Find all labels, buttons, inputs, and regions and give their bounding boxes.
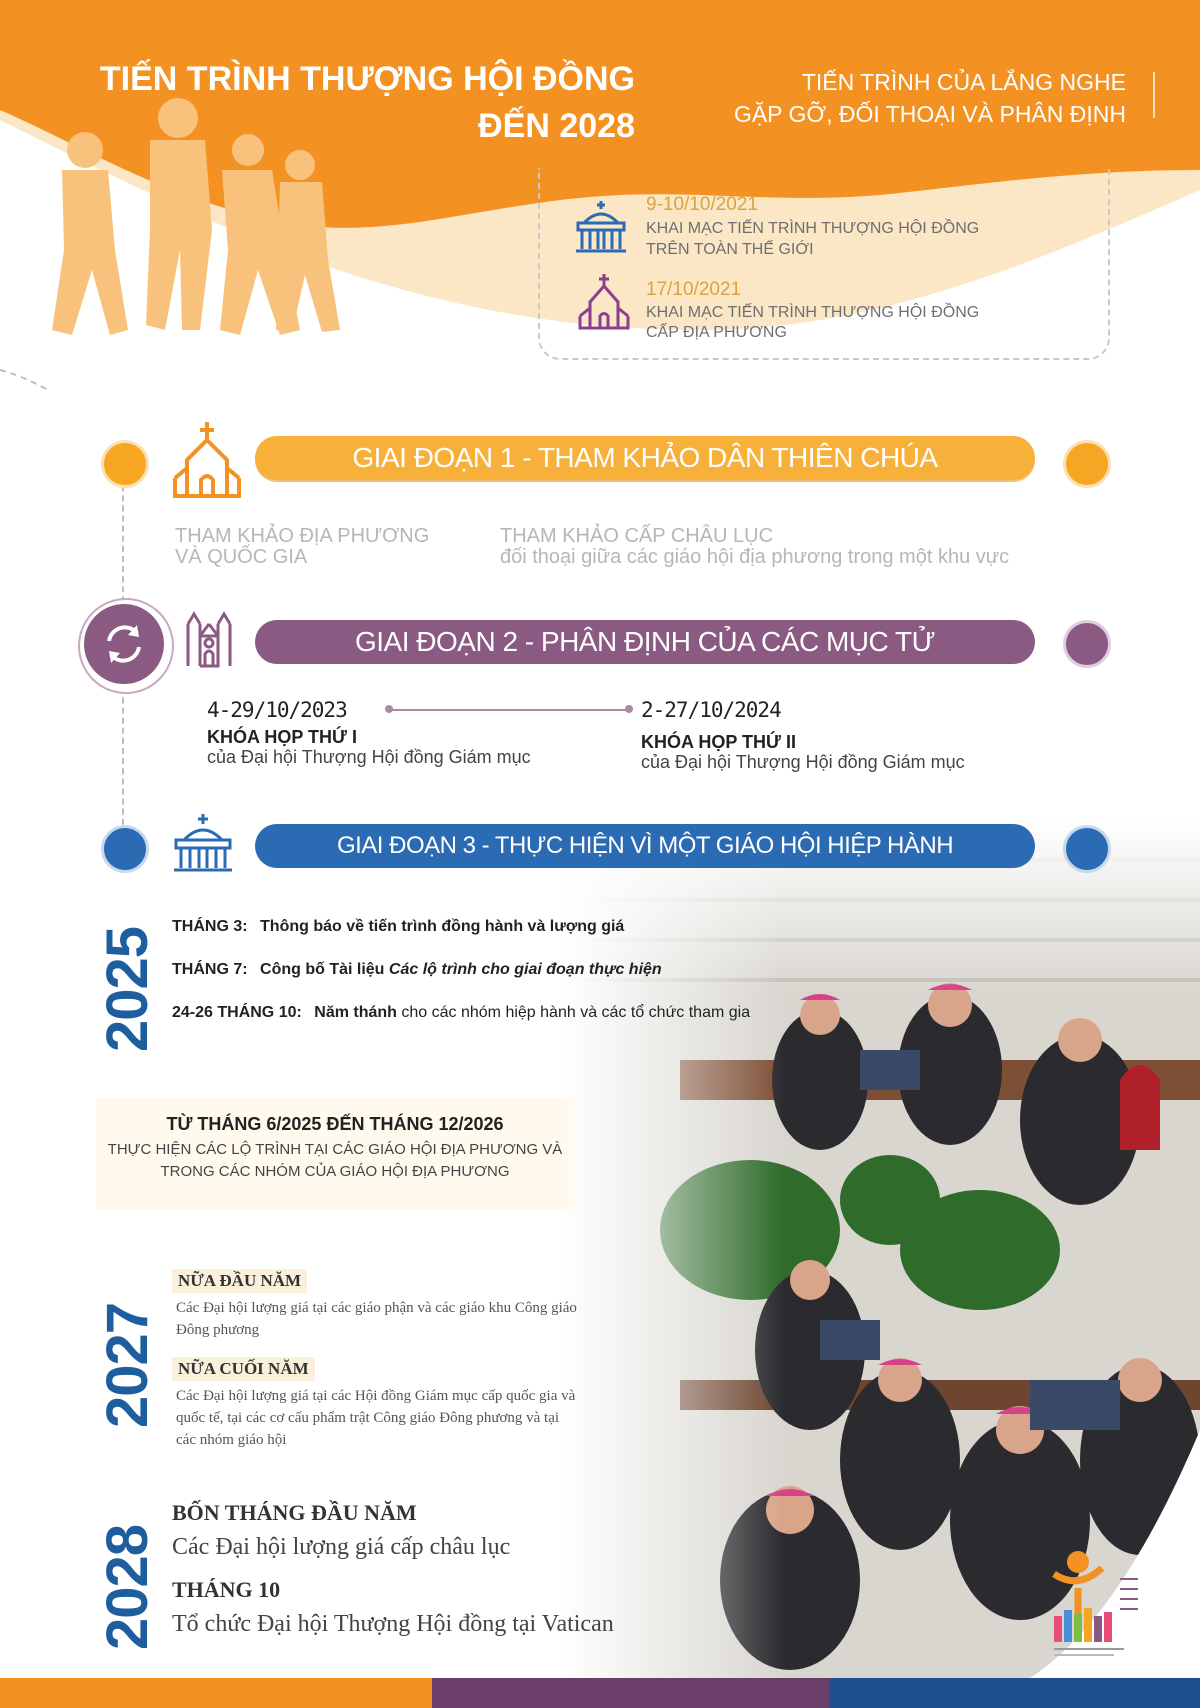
session-connector-start-dot [385, 705, 393, 713]
phase2-right-dot [1063, 620, 1111, 668]
page-title-line2: ĐẾN 2028 [478, 107, 635, 145]
y2027-second-half-line2: quốc tế, tại các cơ cấu phẩm trật Công giáo Đông phương và tại [176, 1410, 560, 1426]
y2025-row-march [172, 918, 624, 936]
year-2028: 2028 [95, 1524, 160, 1650]
phase3-title: GIAI ĐOẠN 3 - THỰC HIỆN VÌ MỘT GIÁO HỘI HIỆP HÀNH [336, 832, 954, 859]
y2025-row-july [172, 961, 662, 979]
year-2025: 2025 [95, 926, 160, 1052]
page-subtitle-line2: GẶP GỠ, ĐỐI THOẠI VÀ PHÂN ĐỊNH [733, 101, 1126, 127]
y2025-row-july-text: Công bố Tài liệu [260, 961, 389, 978]
phase1-left-dot [101, 440, 149, 488]
y2025-row-july-document: Các lộ trình cho giai đoạn thực hiện [388, 961, 662, 978]
y2028-text1: Các Đại hội lượng giá cấp châu lục [172, 1534, 511, 1560]
page-title-line1: TIẾN TRÌNH THƯỢNG HỘI ĐỒNG [99, 60, 635, 98]
range-title: TỪ THÁNG 6/2025 ĐẾN THÁNG 12/2026 [166, 1114, 504, 1134]
range-line1: THỰC HIỆN CÁC LỘ TRÌNH TẠI CÁC GIÁO HỘI ĐỊA PHƯƠNG VÀ [107, 1141, 563, 1158]
phase1-title: GIAI ĐOẠN 1 - THAM KHẢO DÂN THIÊN CHÚA [352, 442, 938, 473]
phase1-church-icon [172, 420, 242, 500]
opening-event-1-line1: KHAI MẠC TIẾN TRÌNH THƯỢNG HỘI ĐỒNG [646, 220, 980, 237]
y2025-row-march-text: Thông báo về tiến trình đồng hành và lượng giá [260, 918, 625, 935]
header-divider [1153, 72, 1155, 118]
y2028-text2: Tổ chức Đại hội Thượng Hội đồng tại Vatican [172, 1611, 614, 1637]
y2027-first-half-line1: Các Đại hội lượng giá tại các giáo phận và các giáo khu Công giáo [176, 1300, 577, 1316]
basilica-icon [574, 197, 628, 255]
footer-strip-blue [830, 1678, 1200, 1708]
session-connector-end-dot [625, 705, 633, 713]
session2-date: 2-27/10/2024 [641, 698, 781, 722]
y2025-row-july-label: THÁNG 7: [172, 961, 248, 978]
synod-logo [1044, 1544, 1154, 1664]
page-title [60, 56, 635, 150]
phase3-right-dot [1063, 825, 1111, 873]
opening-event-2-line1: KHAI MẠC TIẾN TRÌNH THƯỢNG HỘI ĐỒNG [646, 304, 980, 321]
phase2-title: GIAI ĐOẠN 2 - PHÂN ĐỊNH CỦA CÁC MỤC TỬ [354, 626, 936, 657]
cathedral-icon [180, 610, 238, 668]
phase1-continental-consultation [500, 526, 1009, 568]
y2025-row-march-label: THÁNG 3: [172, 918, 248, 935]
refresh-cycle-icon [101, 621, 147, 667]
phase1-right-dot [1063, 440, 1111, 488]
phase1-local-line1: THAM KHẢO ĐỊA PHƯƠNG [175, 525, 430, 547]
session1-date: 4-29/10/2023 [207, 698, 347, 722]
y2027-second-half-label: NỮA CUỐI NĂM [172, 1357, 315, 1381]
session1-title: KHÓA HỌP THỨ I [207, 727, 357, 747]
opening-event-1-line2: TRÊN TOÀN THẾ GIỚI [646, 241, 814, 258]
range-line2: TRONG CÁC NHÓM CỦA GIÁO HỘI ĐỊA PHƯƠNG [160, 1163, 510, 1180]
page-subtitle-line1: TIẾN TRÌNH CỦA LẮNG NGHE [801, 69, 1126, 95]
y2027-first-half-label: NỮA ĐẦU NĂM [172, 1269, 307, 1293]
church-icon [578, 272, 630, 332]
session2-title: KHÓA HỌP THỨ II [641, 732, 796, 752]
y2027-second-half-text [176, 1385, 575, 1451]
y2025-row-october-jubilee: Năm thánh [314, 1004, 397, 1021]
y2028-head1: BỐN THÁNG ĐẦU NĂM [172, 1500, 417, 1525]
year-2027: 2027 [95, 1302, 160, 1428]
page-subtitle [700, 66, 1126, 130]
phase1-continental-line1: THAM KHẢO CẤP CHÂU LỤC [500, 525, 774, 547]
y2025-row-october-text: cho các nhóm hiệp hành và các tổ chức tham gia [396, 1004, 751, 1021]
y2027-second-half-line1: Các Đại hội lượng giá tại các Hội đồng Giám mục cấp quốc gia và [176, 1388, 576, 1404]
footer-strip-purple [432, 1678, 830, 1708]
phase1-local-line2: VÀ QUỐC GIA [175, 546, 308, 568]
footer-strip-orange [0, 1678, 432, 1708]
y2027-first-half-line2: Đông phương [176, 1322, 260, 1338]
phase2-banner [255, 620, 1035, 664]
session-connector [389, 709, 629, 711]
session1-subtitle: của Đại hội Thượng Hội đồng Giám mục [207, 747, 531, 767]
phase3-basilica-icon [172, 812, 234, 874]
session2-subtitle: của Đại hội Thượng Hội đồng Giám mục [641, 752, 965, 772]
y2025-row-october [172, 1004, 750, 1022]
phase1-banner [255, 436, 1035, 480]
y2027-second-half-line3: các nhóm giáo hội [176, 1432, 287, 1448]
y2028-head2: THÁNG 10 [172, 1577, 281, 1602]
phase3-banner [255, 824, 1035, 868]
opening-event-2-date: 17/10/2021 [646, 279, 742, 300]
phase1-continental-line2: đối thoại giữa các giáo hội địa phương trong một khu vực [500, 546, 1010, 568]
opening-event-2-line2: CẤP ĐỊA PHƯƠNG [646, 324, 787, 341]
y2027-first-half-text [176, 1297, 577, 1341]
opening-event-1-date: 9-10/10/2021 [646, 194, 758, 215]
phase3-left-dot [101, 825, 149, 873]
phase1-local-consultation [175, 526, 429, 568]
y2025-row-october-label: 24-26 THÁNG 10: [172, 1004, 302, 1021]
